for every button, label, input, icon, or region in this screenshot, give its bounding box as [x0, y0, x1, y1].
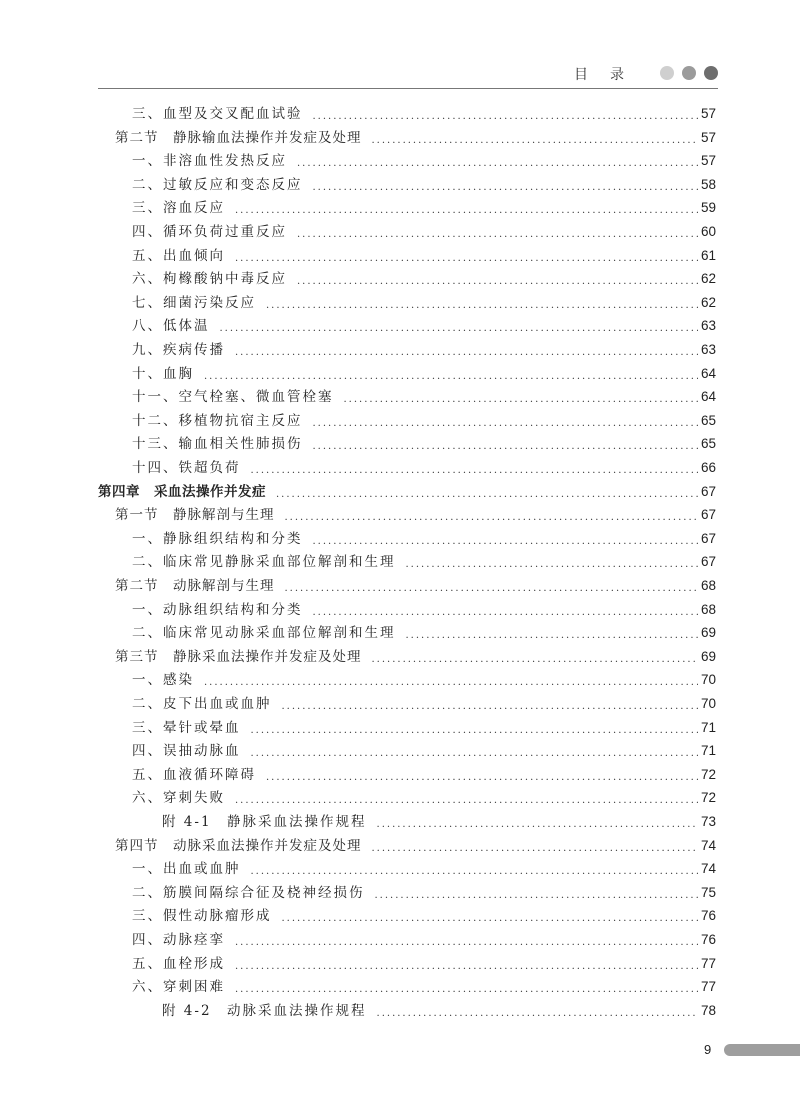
toc-title: 六、枸橼酸钠中毒反应 — [132, 271, 287, 288]
toc-title: 五、出血倾向 — [132, 247, 225, 264]
toc-title: 一、动脉组织结构和分类 — [132, 601, 303, 618]
toc-leader-dots — [276, 485, 698, 499]
toc-page-number: 69 — [700, 648, 716, 664]
toc-section[interactable] — [115, 574, 716, 594]
toc-page-number: 62 — [700, 271, 716, 287]
toc-item[interactable] — [132, 881, 716, 901]
toc-section[interactable] — [115, 126, 716, 146]
toc-page-number: 65 — [700, 412, 716, 428]
toc-item[interactable] — [132, 267, 716, 287]
toc-item[interactable] — [132, 550, 716, 570]
toc-item[interactable] — [132, 668, 716, 688]
toc-item[interactable] — [132, 362, 716, 382]
toc-title: 二、过敏反应和变态反应 — [132, 176, 303, 193]
toc-title: 十一、空气栓塞、微血管栓塞 — [132, 389, 334, 406]
toc-leader-dots — [235, 249, 698, 263]
toc-title: 三、假性动脉瘤形成 — [132, 908, 272, 925]
toc-title: 三、晕针或晕血 — [132, 719, 241, 736]
toc-page-number: 61 — [700, 247, 716, 263]
toc-leader-dots — [344, 390, 698, 404]
toc-title: 第三节 静脉采血法操作并发症及处理 — [115, 648, 362, 665]
toc-title: 十、血胸 — [132, 365, 194, 382]
toc-title: 三、血型及交叉配血试验 — [132, 106, 303, 122]
header-dot-light — [660, 66, 674, 80]
toc-title: 六、穿刺失败 — [132, 790, 225, 807]
toc-title: 三、溶血反应 — [132, 200, 225, 217]
toc-leader-dots — [313, 603, 698, 617]
toc-page-number: 57 — [700, 153, 716, 169]
toc-item[interactable] — [132, 952, 716, 972]
toc-title: 六、穿刺困难 — [132, 979, 225, 996]
toc-page-number: 74 — [700, 861, 716, 877]
toc-item[interactable] — [132, 291, 716, 311]
toc-title: 十四、铁超负荷 — [132, 460, 241, 476]
toc-title: 五、血栓形成 — [132, 955, 225, 972]
toc-item[interactable] — [132, 928, 716, 948]
toc-appendix[interactable] — [162, 999, 716, 1019]
toc-item[interactable] — [132, 692, 716, 712]
toc-page-number: 65 — [700, 436, 716, 452]
toc-item[interactable] — [132, 716, 716, 736]
toc-item[interactable] — [132, 857, 716, 877]
toc-leader-dots — [297, 154, 698, 168]
toc-title: 十三、输血相关性肺损伤 — [132, 436, 303, 453]
toc-page-number: 60 — [700, 224, 716, 239]
toc-title: 八、低体温 — [132, 318, 210, 335]
toc-title: 四、动脉痉挛 — [132, 932, 225, 948]
toc-page-number: 67 — [700, 554, 716, 570]
toc-page-number: 67 — [700, 483, 716, 499]
toc-page-number: 67 — [700, 530, 716, 546]
toc-title: 一、出血或血肿 — [132, 861, 241, 878]
toc-title: 二、临床常见动脉采血部位解剖和生理 — [132, 625, 396, 642]
toc-title: 四、误抽动脉血 — [132, 743, 241, 760]
toc-page-number: 68 — [700, 601, 716, 617]
toc-page-number: 74 — [700, 837, 716, 853]
toc-page-number: 59 — [700, 200, 716, 216]
toc-leader-dots — [297, 225, 698, 239]
toc-page-number: 62 — [700, 294, 716, 310]
toc-page-number: 75 — [700, 884, 716, 900]
toc-leader-dots — [282, 909, 698, 923]
toc-item[interactable] — [132, 763, 716, 783]
toc-page-number: 63 — [700, 318, 716, 334]
toc-leader-dots — [235, 791, 698, 805]
toc-title: 一、感染 — [132, 672, 194, 689]
page-number: 9 — [704, 1042, 712, 1057]
toc-leader-dots — [235, 343, 698, 357]
header-dot-mid — [682, 66, 696, 80]
toc-leader-dots — [372, 839, 698, 853]
toc-title: 第四章 采血法操作并发症 — [98, 483, 266, 500]
header-rule — [98, 88, 718, 89]
toc-item[interactable] — [132, 244, 716, 264]
toc-leader-dots — [251, 721, 698, 735]
toc-title: 一、静脉组织结构和分类 — [132, 530, 303, 547]
toc-leader-dots — [204, 673, 698, 687]
toc-page-number: 72 — [700, 790, 716, 806]
toc-section[interactable] — [115, 834, 716, 854]
toc-item[interactable] — [132, 220, 716, 240]
toc-title: 五、血液循环障碍 — [132, 766, 256, 783]
toc-page-number: 70 — [700, 696, 716, 711]
header-dots — [660, 66, 718, 80]
header-dot-dark — [704, 66, 718, 80]
toc-page-number: 76 — [700, 908, 716, 924]
toc-title: 十二、移植物抗宿主反应 — [132, 412, 303, 429]
toc-appendix[interactable] — [162, 810, 716, 830]
toc-page-number: 76 — [700, 932, 716, 947]
toc-item[interactable] — [132, 409, 716, 429]
toc-leader-dots — [235, 201, 698, 215]
toc-leader-dots — [313, 437, 698, 451]
footer-tab-bar — [724, 1044, 800, 1056]
toc-leader-dots — [204, 367, 698, 381]
toc-leader-dots — [235, 933, 698, 947]
toc-page-number: 64 — [700, 389, 716, 405]
toc-leader-dots — [235, 957, 698, 971]
toc-item[interactable] — [132, 338, 716, 358]
toc-leader-dots — [372, 650, 698, 664]
toc-page-number: 72 — [700, 766, 716, 782]
toc-leader-dots — [375, 886, 698, 900]
toc-item[interactable] — [132, 598, 716, 618]
toc-item[interactable] — [132, 786, 716, 806]
toc-page-number: 57 — [700, 129, 716, 145]
toc-item[interactable] — [132, 621, 716, 641]
toc-leader-dots — [406, 626, 698, 640]
toc-page-number: 58 — [700, 176, 716, 192]
toc-page-number: 63 — [700, 342, 716, 357]
toc-title: 附 4-1 静脉采血法操作规程 — [162, 814, 367, 830]
toc-page-number: 69 — [700, 625, 716, 641]
toc-title: 第一节 静脉解剖与生理 — [115, 507, 275, 524]
toc-chapter[interactable] — [98, 480, 716, 500]
toc-title: 第四节 动脉采血法操作并发症及处理 — [115, 837, 362, 854]
toc-leader-dots — [282, 697, 698, 711]
toc-leader-dots — [313, 178, 698, 192]
toc-page-number: 71 — [700, 743, 716, 759]
toc-title: 七、细菌污染反应 — [132, 294, 256, 311]
header-title: 目录 — [574, 67, 646, 83]
toc-title: 一、非溶血性发热反应 — [132, 153, 287, 170]
toc-leader-dots — [313, 107, 698, 121]
toc-page-number: 57 — [700, 106, 716, 121]
toc-title: 二、筋膜间隔综合征及桡神经损伤 — [132, 884, 365, 901]
toc-leader-dots — [406, 555, 698, 569]
toc-title: 附 4-2 动脉采血法操作规程 — [162, 1002, 367, 1019]
toc-leader-dots — [266, 768, 698, 782]
toc-item[interactable] — [132, 173, 716, 193]
toc-page-number: 68 — [700, 578, 716, 593]
toc-leader-dots — [297, 272, 698, 286]
toc-page-number: 64 — [700, 365, 716, 381]
running-header — [98, 60, 718, 86]
toc-item[interactable] — [132, 904, 716, 924]
toc-leader-dots — [251, 744, 698, 758]
toc-leader-dots — [235, 980, 698, 994]
toc-item[interactable] — [132, 385, 716, 405]
toc-page-number: 78 — [700, 1002, 716, 1018]
toc-title: 二、皮下出血或血肿 — [132, 696, 272, 712]
toc-leader-dots — [313, 532, 698, 546]
toc-section[interactable] — [115, 503, 716, 523]
toc-item[interactable] — [132, 314, 716, 334]
toc-title: 九、疾病传播 — [132, 342, 225, 358]
toc-leader-dots — [285, 508, 698, 522]
toc-section[interactable] — [115, 645, 716, 665]
toc-leader-dots — [285, 579, 698, 593]
toc-leader-dots — [313, 414, 698, 428]
toc-leader-dots — [266, 296, 698, 310]
toc-page-number: 67 — [700, 507, 716, 523]
toc-page-number: 73 — [700, 814, 716, 829]
toc-leader-dots — [220, 319, 698, 333]
toc-leader-dots — [377, 1004, 698, 1018]
toc-item[interactable] — [132, 102, 716, 122]
toc-item[interactable] — [132, 432, 716, 452]
toc-leader-dots — [251, 461, 698, 475]
toc-title: 第二节 静脉输血法操作并发症及处理 — [115, 129, 362, 146]
toc-item[interactable] — [132, 149, 716, 169]
toc-title: 二、临床常见静脉采血部位解剖和生理 — [132, 554, 396, 571]
toc-item[interactable] — [132, 739, 716, 759]
toc-title: 第二节 动脉解剖与生理 — [115, 578, 275, 594]
toc-page-number: 77 — [700, 955, 716, 971]
toc-leader-dots — [372, 131, 698, 145]
toc-item[interactable] — [132, 527, 716, 547]
toc-title: 四、循环负荷过重反应 — [132, 224, 287, 240]
toc-item[interactable] — [132, 975, 716, 995]
toc-item[interactable] — [132, 196, 716, 216]
toc-page-number: 77 — [700, 979, 716, 995]
toc-page-number: 70 — [700, 672, 716, 688]
toc-page-number: 66 — [700, 460, 716, 475]
toc-item[interactable] — [132, 456, 716, 476]
toc-leader-dots — [377, 815, 698, 829]
toc-leader-dots — [251, 862, 698, 876]
toc-page-number: 71 — [700, 719, 716, 735]
